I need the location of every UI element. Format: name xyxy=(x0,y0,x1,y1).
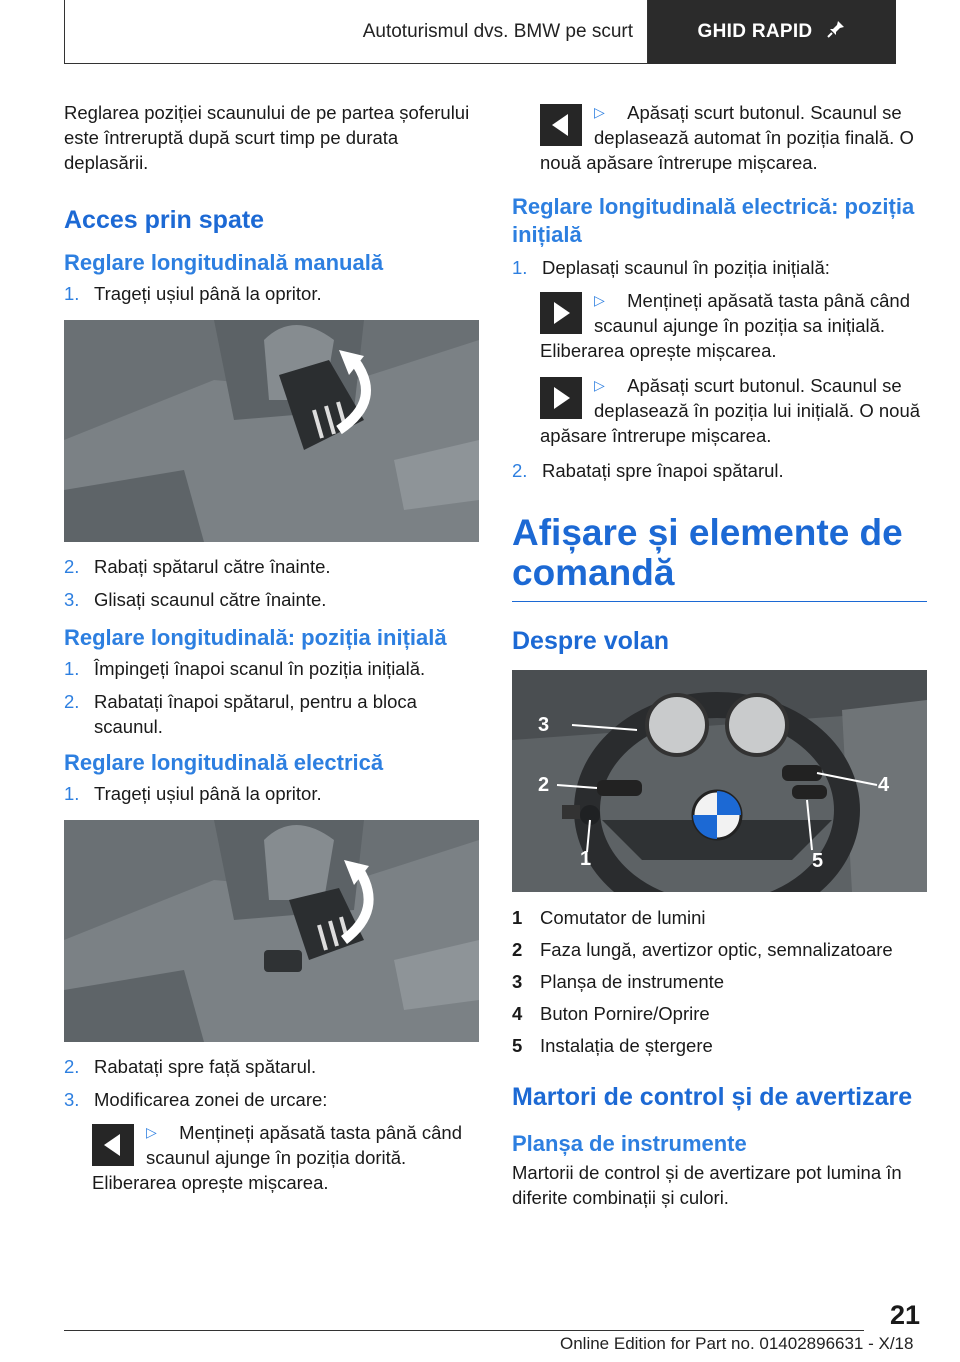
triangle-bullet-icon: ▷ xyxy=(594,104,605,120)
list-item: 1. Deplasați scaunul în poziția inițială: xyxy=(512,257,830,278)
triangle-bullet-icon: ▷ xyxy=(594,292,605,308)
tab-label: GHID RAPID xyxy=(697,21,813,42)
sub-step-mentineti: ▷ Mențineți apăsată tasta până când scaunul ajunge în poziția sa inițială. Eliberarea oprește mișcarea. xyxy=(540,290,910,361)
list-item: 2. Rabatați spre înapoi spătarul. xyxy=(512,460,784,481)
callout-3: 3 xyxy=(538,714,550,736)
init-steps xyxy=(64,656,479,739)
elec-steps-a xyxy=(64,781,479,806)
right-column xyxy=(512,100,927,1210)
edition-note: Online Edition for Part no. 01402896631 - X/18 xyxy=(560,1334,914,1353)
elec-sub-step: ▷ Mențineți apăsată tasta până când scaunul ajunge în poziția dorită. Eliberarea oprește mișcarea. xyxy=(92,1122,462,1193)
steering-legend xyxy=(512,902,927,1062)
heading-pozitia-initiala: Reglare longitudinală: poziția inițială xyxy=(64,625,447,650)
callout-4: 4 xyxy=(878,774,890,796)
heading-martori: Martori de control și de avertizare xyxy=(512,1083,913,1111)
list-item: 2. Rabatați spre față spătarul. xyxy=(64,1056,317,1077)
footer-rule xyxy=(64,1330,864,1331)
steering-wheel-photo xyxy=(512,670,927,892)
list-item: 1 Comutator de lumini xyxy=(512,907,706,928)
arrow-right-button-icon xyxy=(540,292,582,334)
left-column xyxy=(64,100,479,1205)
list-item: 2. Rabați spătarul către înainte. xyxy=(64,556,331,577)
callout-2: 2 xyxy=(538,774,550,796)
heading-plansa: Planșa de instrumente xyxy=(512,1131,747,1156)
heading-despre-volan: Despre volan xyxy=(512,627,670,655)
arrow-left-button-icon xyxy=(540,104,582,146)
callout-5: 5 xyxy=(812,850,824,872)
list-item: 3. Modificarea zonei de urcare: xyxy=(64,1089,328,1110)
list-item: 1. Trageți ușiul până la opritor. xyxy=(64,783,322,804)
chapter-title: Autoturismul dvs. BMW pe scurt xyxy=(362,20,633,42)
heading-rule xyxy=(512,601,927,602)
right-step-1 xyxy=(512,255,927,280)
heading-acces-prin-spate: Acces prin spate xyxy=(64,206,265,234)
heading-electrica-pozitia-initiala: Reglare longitudinală electrică: poziția inițială xyxy=(512,194,915,247)
list-item: 3 Planșa de instrumente xyxy=(512,971,725,992)
heading-afisare: Afișare și elemente de comandă xyxy=(512,512,903,593)
list-item: 3. Glisați scaunul către înainte. xyxy=(64,589,327,610)
list-item: 1. Împingeți înapoi scanul în poziția inițială. xyxy=(64,658,426,679)
list-item: 2 Faza lungă, avertizor optic, semnalizatoare xyxy=(512,939,893,960)
seat-lever-photo xyxy=(64,320,479,542)
list-item: 4 Buton Pornire/Oprire xyxy=(512,1003,710,1024)
page-number: 21 xyxy=(890,1300,921,1330)
triangle-bullet-icon: ▷ xyxy=(146,1124,157,1140)
list-item: 1. Trageți ușiul până la opritor. xyxy=(64,283,322,304)
manual-steps-b xyxy=(64,554,479,612)
arrow-left-button-icon xyxy=(92,1124,134,1166)
seat-electric-photo xyxy=(64,820,479,1042)
sub-step-apasati: ▷ Apăsați scurt butonul. Scaunul se deplasează în poziția lui inițială. O nouă apăsare întrerupe mișcarea. xyxy=(540,375,921,446)
right-step-2 xyxy=(512,458,927,483)
header-tab[interactable] xyxy=(648,0,896,64)
callout-1: 1 xyxy=(580,848,592,870)
header-chapter xyxy=(64,0,648,64)
elec-steps-b xyxy=(64,1054,479,1112)
heading-reglare-manuala: Reglare longitudinală manuală xyxy=(64,250,384,275)
intro-paragraph: Reglarea poziției scaunului de pe partea șoferului este întreruptă după scurt timp pe durata deplasării. xyxy=(64,102,470,173)
martori-paragraph: Martorii de control și de avertizare pot lumina în diferite combinații și culori. xyxy=(512,1162,902,1208)
list-item: 2. Rabatați înapoi spătarul, pentru a bloca scaunul. xyxy=(64,691,417,737)
triangle-bullet-icon: ▷ xyxy=(594,377,605,393)
heading-reglare-electrica: Reglare longitudinală electrică xyxy=(64,750,384,775)
sub-step-automat: ▷ Apăsați scurt butonul. Scaunul se deplasează automat în poziția finală. O nouă apăsare întrerupe mișcarea. xyxy=(540,102,914,173)
arrow-right-button-icon xyxy=(540,377,582,419)
manual-steps-a xyxy=(64,281,479,306)
pin-icon xyxy=(826,19,846,45)
list-item: 5 Instalația de ștergere xyxy=(512,1035,713,1056)
